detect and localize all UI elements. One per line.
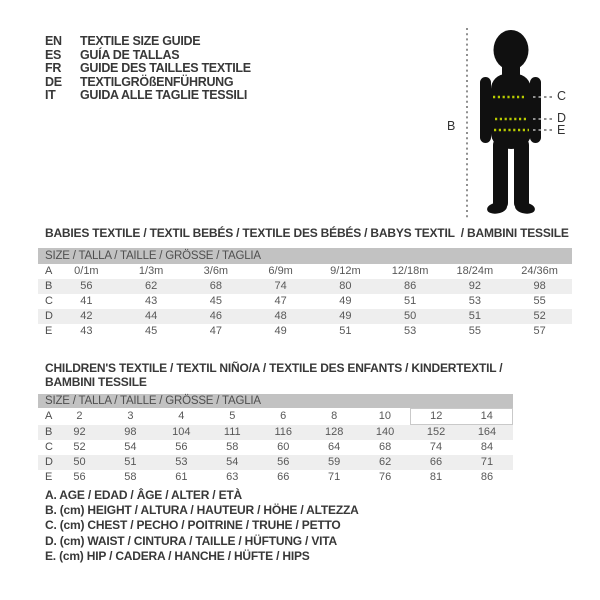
size-cell: 12/18m bbox=[391, 265, 429, 277]
size-cell: 55 bbox=[533, 295, 546, 307]
size-table-row-E bbox=[38, 470, 513, 485]
size-cell: 98 bbox=[533, 280, 546, 292]
size-cell: 68 bbox=[209, 280, 222, 292]
height-marker-label: B bbox=[447, 119, 456, 133]
size-cell: 49 bbox=[274, 325, 287, 337]
row-label: C bbox=[45, 441, 53, 453]
size-table-row-C bbox=[38, 440, 513, 455]
legend-height: B. (cm) HEIGHT / ALTURA / HAUTEUR / HÖHE / ALTEZZA bbox=[45, 503, 359, 518]
size-cell: 71 bbox=[480, 456, 494, 468]
babies-textile-section bbox=[38, 226, 572, 339]
lang-label: TEXTILE SIZE GUIDE bbox=[80, 34, 201, 48]
children-size-header: SIZE / TALLA / TAILLE / GRÖSSE / TAGLIA bbox=[38, 394, 513, 408]
size-cell: 98 bbox=[124, 425, 137, 438]
size-cell: 58 bbox=[226, 441, 239, 453]
row-label: A bbox=[45, 265, 53, 277]
lang-label: GUIDA ALLE TAGLIE TESSILI bbox=[80, 88, 248, 103]
size-cell: 104 bbox=[172, 425, 191, 438]
legend-chest: C. (cm) CHEST / PECHO / POITRINE / TRUHE / PETTO bbox=[45, 518, 341, 533]
size-cell: 18/24m bbox=[456, 265, 494, 277]
lang-row-it bbox=[45, 89, 251, 103]
size-cell: 10 bbox=[378, 410, 391, 422]
lang-label: GUÍA DE TALLAS bbox=[80, 47, 180, 62]
lang-row-en bbox=[45, 35, 251, 49]
size-cell: 44 bbox=[145, 310, 158, 322]
size-cell: 66 bbox=[277, 471, 290, 483]
size-cell: 47 bbox=[274, 295, 287, 307]
babies-section-title: BABIES TEXTILE / TEXTIL BEBÉS / TEXTILE DES BÉBÉS / BABYS TEXTIL / BAMBINI TESSILE bbox=[45, 226, 569, 240]
size-cell: 76 bbox=[378, 471, 392, 483]
legend-age: A. AGE / EDAD / ÂGE / ALTER / ETÀ bbox=[45, 488, 242, 502]
size-cell: 24/36m bbox=[521, 265, 558, 277]
lang-code: DE bbox=[45, 74, 62, 89]
row-label: A bbox=[45, 410, 53, 422]
size-cell: 164 bbox=[477, 426, 497, 438]
size-cell: 80 bbox=[339, 280, 352, 292]
size-cell: 45 bbox=[145, 325, 158, 337]
row-label: E bbox=[45, 325, 53, 337]
size-cell: 2 bbox=[76, 410, 83, 422]
row-label: B bbox=[45, 425, 53, 438]
size-cell: 1/3m bbox=[138, 265, 164, 277]
size-cell: 81 bbox=[429, 471, 443, 483]
size-cell: 62 bbox=[378, 456, 392, 468]
size-cell: 42 bbox=[80, 310, 93, 322]
row-label: D bbox=[45, 456, 53, 468]
size-cell: 71 bbox=[328, 471, 341, 483]
size-cell: 62 bbox=[145, 280, 158, 292]
size-cell: 6 bbox=[280, 410, 287, 422]
hip-marker-label: E bbox=[557, 123, 566, 137]
row-label: D bbox=[45, 310, 53, 322]
size-cell: 51 bbox=[339, 325, 352, 337]
lang-code: FR bbox=[45, 61, 62, 76]
lang-row-fr bbox=[45, 62, 251, 76]
size-cell: 12 bbox=[411, 409, 462, 425]
size-cell: 53 bbox=[468, 295, 481, 307]
size-cell: 51 bbox=[468, 310, 481, 322]
legend-hip: E. (cm) HIP / CADERA / HANCHE / HÜFTE / HIPS bbox=[45, 548, 310, 563]
size-cell: 55 bbox=[468, 325, 481, 337]
lang-row-de bbox=[45, 76, 251, 90]
size-cell: 92 bbox=[468, 280, 481, 292]
size-cell: 116 bbox=[274, 425, 292, 438]
size-cell: 46 bbox=[209, 310, 222, 322]
lang-code: IT bbox=[45, 88, 56, 103]
size-cell: 52 bbox=[533, 310, 546, 322]
size-table-row-E bbox=[38, 324, 572, 339]
size-cell: 128 bbox=[324, 425, 344, 438]
size-cell: 43 bbox=[80, 325, 93, 337]
size-cell: 68 bbox=[378, 441, 392, 453]
size-cell: 50 bbox=[73, 456, 86, 468]
size-cell: 51 bbox=[404, 295, 417, 307]
size-cell: 41 bbox=[80, 295, 93, 307]
row-label: B bbox=[45, 280, 53, 292]
size-cell: 3 bbox=[127, 410, 134, 422]
measurement-legend bbox=[45, 488, 359, 564]
size-cell: 49 bbox=[339, 310, 352, 322]
language-title-block bbox=[45, 35, 251, 103]
measurement-figure bbox=[445, 20, 590, 227]
size-table-row-A bbox=[38, 264, 572, 279]
size-table-row-B bbox=[38, 425, 513, 441]
size-cell: 8 bbox=[331, 410, 338, 422]
size-cell: 14 bbox=[462, 409, 513, 425]
children-textile-section bbox=[38, 361, 513, 485]
child-body bbox=[480, 30, 541, 215]
size-cell: 74 bbox=[429, 441, 443, 453]
size-cell: 50 bbox=[404, 310, 417, 322]
legend-waist: D. (cm) WAIST / CINTURA / TAILLE / HÜFTUNG / VITA bbox=[45, 533, 337, 548]
size-cell: 0/1m bbox=[74, 265, 99, 277]
babies-size-header: SIZE / TALLA / TAILLE / GRÖSSE / TAGLIA bbox=[38, 248, 572, 264]
size-table-row-D bbox=[38, 455, 513, 470]
size-cell: 86 bbox=[404, 280, 417, 292]
size-cell: 58 bbox=[124, 471, 137, 483]
size-cell: 84 bbox=[480, 441, 494, 453]
size-cell: 47 bbox=[209, 325, 222, 337]
size-cell: 3/6m bbox=[203, 265, 229, 277]
children-size-table bbox=[38, 408, 513, 485]
size-cell: 56 bbox=[73, 471, 86, 483]
lang-code: EN bbox=[45, 34, 62, 48]
size-table-row-C bbox=[38, 294, 572, 309]
size-cell: 53 bbox=[175, 456, 188, 468]
size-cell: 48 bbox=[274, 310, 287, 322]
row-label: C bbox=[45, 295, 53, 307]
size-cell: 45 bbox=[209, 295, 222, 307]
babies-size-table bbox=[38, 264, 572, 339]
lang-row-es bbox=[45, 49, 251, 63]
size-cell: 61 bbox=[175, 471, 188, 483]
size-cell: 111 bbox=[223, 425, 241, 438]
size-cell: 152 bbox=[426, 426, 446, 438]
chest-marker-label: C bbox=[557, 89, 567, 103]
size-cell: 74 bbox=[274, 280, 287, 292]
size-cell: 6/9m bbox=[268, 265, 293, 277]
size-cell: 56 bbox=[175, 441, 188, 453]
children-section-title: CHILDREN'S TEXTILE / TEXTIL NIÑO/A / TEXTILE DES ENFANTS / KINDERTEXTIL / BAMBINI TESSILE bbox=[45, 361, 506, 389]
size-cell: 52 bbox=[73, 441, 86, 453]
lang-label: TEXTILGRÖßENFÜHRUNG bbox=[80, 74, 234, 89]
size-cell: 64 bbox=[328, 441, 341, 453]
lang-code: ES bbox=[45, 47, 62, 62]
size-cell: 9/12m bbox=[330, 265, 361, 277]
size-cell: 140 bbox=[375, 425, 395, 438]
size-cell: 54 bbox=[226, 456, 239, 468]
size-cell: 86 bbox=[480, 471, 494, 483]
size-cell: 56 bbox=[80, 280, 93, 292]
size-cell: 59 bbox=[328, 456, 341, 468]
size-cell: 57 bbox=[533, 325, 546, 337]
size-cell: 53 bbox=[404, 325, 417, 337]
size-cell: 63 bbox=[226, 471, 239, 483]
size-table-row-D bbox=[38, 309, 572, 324]
size-cell: 4 bbox=[178, 410, 185, 422]
lang-label: GUIDE DES TAILLES TEXTILE bbox=[80, 61, 251, 76]
size-cell: 92 bbox=[73, 425, 86, 438]
size-cell: 43 bbox=[145, 295, 158, 307]
row-label: E bbox=[45, 471, 53, 483]
size-cell: 51 bbox=[124, 456, 137, 468]
size-cell: 56 bbox=[277, 456, 290, 468]
waist-marker-label: D bbox=[557, 111, 567, 125]
size-cell: 54 bbox=[124, 441, 137, 453]
size-cell: 49 bbox=[339, 295, 352, 307]
size-cell: 5 bbox=[229, 410, 236, 422]
size-table-row-B bbox=[38, 279, 572, 294]
size-table-row-A bbox=[38, 409, 513, 425]
size-cell: 60 bbox=[277, 441, 290, 453]
size-cell: 66 bbox=[429, 456, 443, 468]
child-silhouette-icon bbox=[445, 20, 575, 225]
